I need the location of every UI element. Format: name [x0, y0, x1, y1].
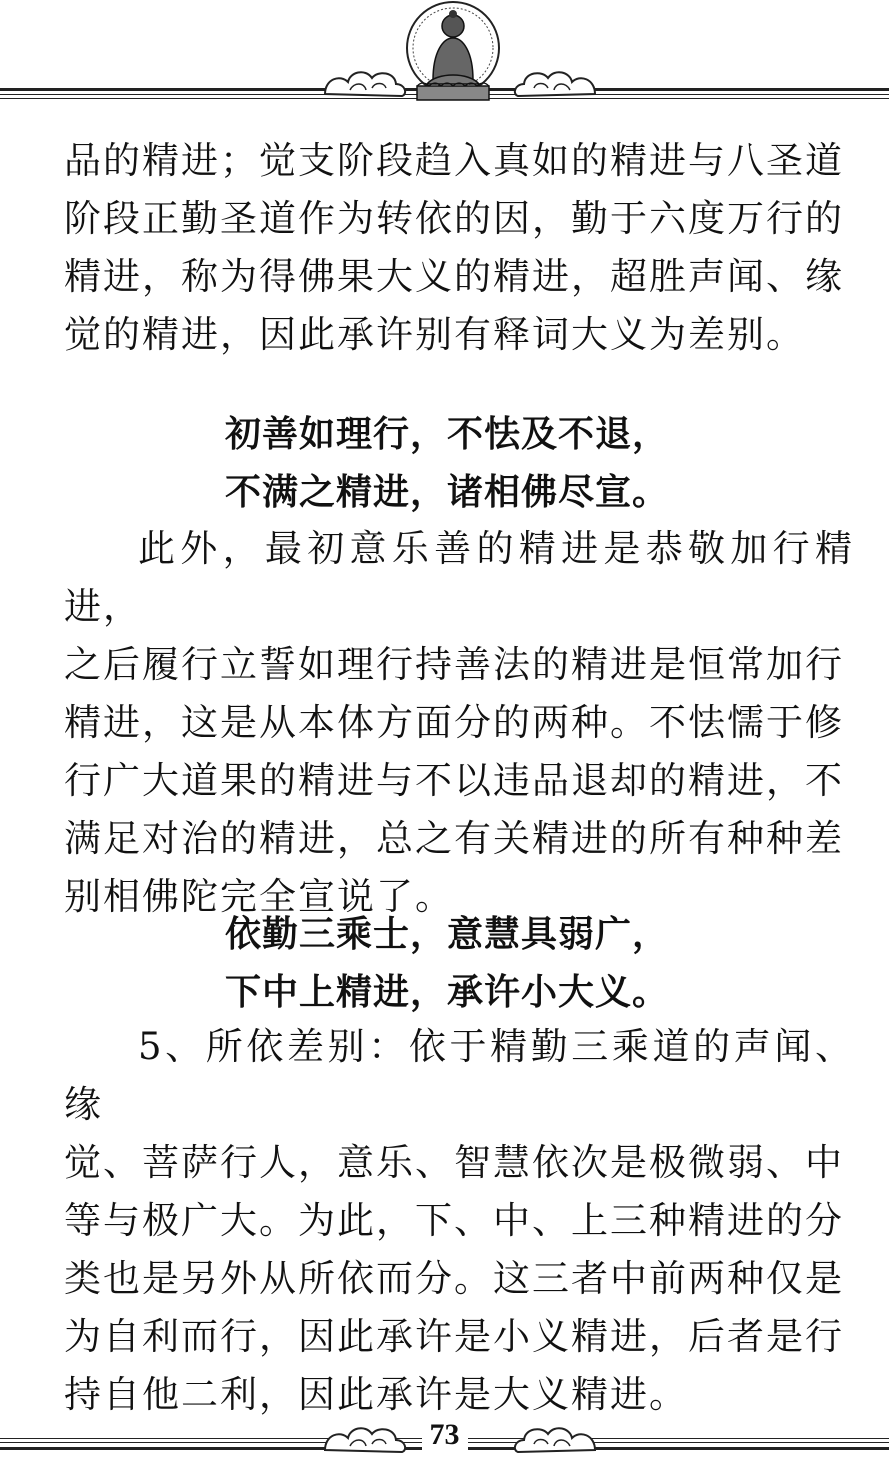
text-line: 满足对治的精进，总之有关精进的所有种种差	[64, 817, 844, 860]
text-line: 为自利而行，因此承许是小义精进，后者是行	[64, 1315, 844, 1358]
text-line: 行广大道果的精进与不以违品退却的精进，不	[64, 759, 844, 802]
buddha-icon	[403, 0, 503, 110]
verse-2-line-1: 依勤三乘士，意慧具弱广，	[225, 914, 670, 955]
verse-2-line-2: 下中上精进，承许小大义。	[225, 972, 670, 1013]
text-line: 之后履行立誓如理行持善法的精进是恒常加行	[64, 643, 844, 686]
verse-1-line-1: 初善如理行，不怯及不退，	[225, 414, 670, 455]
text-line: 觉、菩萨行人，意乐、智慧依次是极微弱、中	[64, 1141, 844, 1184]
text-line: 品的精进；觉支阶段趋入真如的精进与八圣道	[64, 139, 844, 182]
paragraph-3	[64, 1018, 854, 1424]
paragraph-1	[64, 132, 854, 364]
text-line: 别相佛陀完全宣说了。	[64, 875, 454, 918]
text-line: 阶段正勤圣道作为转依的因，勤于六度万行的	[64, 197, 844, 240]
text-line: 此外，最初意乐善的精进是恭敬加行精进，	[64, 527, 854, 628]
text-line: 精进，这是从本体方面分的两种。不怯懦于修	[64, 701, 844, 744]
text-line: 觉的精进，因此承许别有释词大义为差别。	[64, 313, 805, 356]
text-line: 等与极广大。为此，下、中、上三种精进的分	[64, 1199, 844, 1242]
text-line: 5、所依差别：依于精勤三乘道的声闻、缘	[64, 1025, 854, 1126]
paragraph-2	[64, 520, 854, 926]
text-line: 精进，称为得佛果大义的精进，超胜声闻、缘	[64, 255, 844, 298]
verse-1-line-2: 不满之精进，诸相佛尽宣。	[225, 472, 670, 513]
text-line: 类也是另外从所依而分。这三者中前两种仅是	[64, 1257, 844, 1300]
page-number	[0, 1418, 889, 1452]
text-line: 持自他二利，因此承许是大义精进。	[64, 1373, 688, 1416]
cloud-ornament-left-icon	[320, 64, 410, 100]
cloud-ornament-right-icon	[510, 64, 600, 100]
page-number-text: 73	[422, 1418, 468, 1451]
